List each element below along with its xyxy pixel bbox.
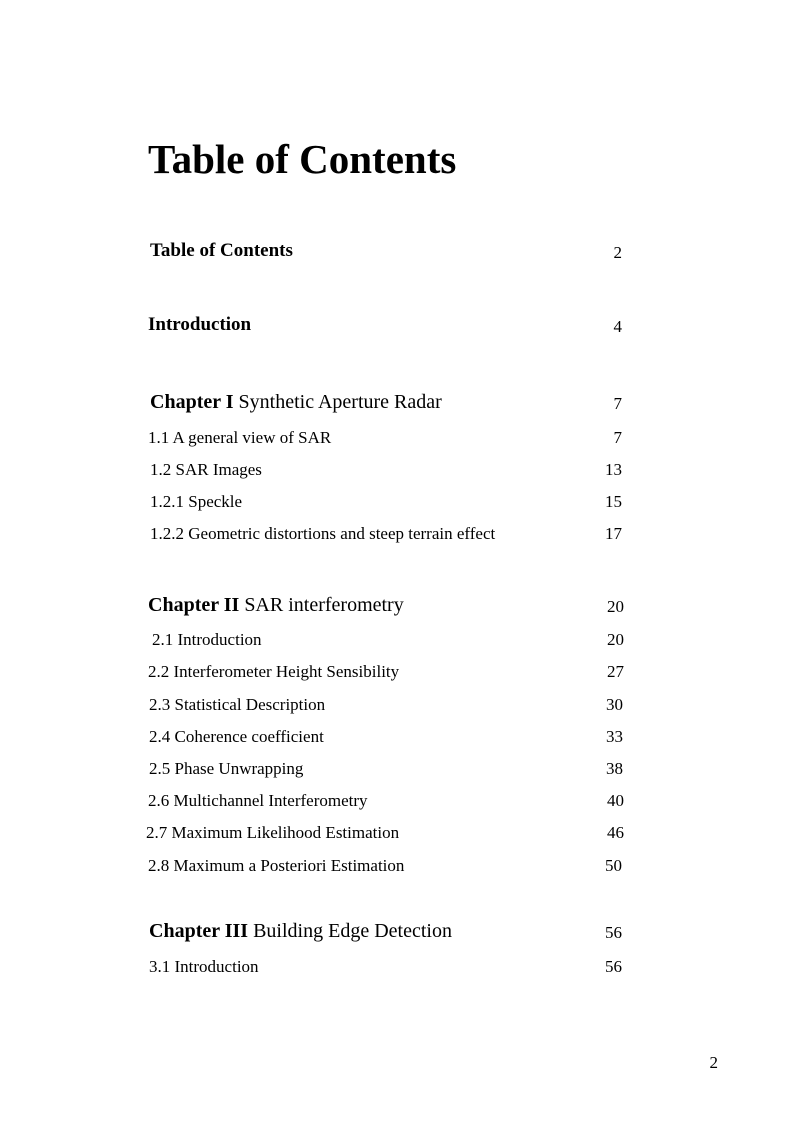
toc-section-1-2[interactable]: 1.2 SAR Images bbox=[150, 460, 262, 479]
toc-entry-page: 15 bbox=[605, 492, 622, 511]
chapter-label: Chapter I bbox=[150, 391, 234, 413]
chapter-title: Building Edge Detection bbox=[253, 920, 452, 942]
toc-entry-table-of-contents[interactable] bbox=[150, 239, 293, 263]
toc-section-2-7[interactable]: 2.7 Maximum Likelihood Estimation bbox=[146, 823, 400, 842]
toc-entry-page: 33 bbox=[606, 727, 623, 746]
toc-entry-page: 27 bbox=[607, 662, 624, 681]
toc-chapter-3[interactable] bbox=[149, 919, 452, 943]
toc-section-2-6[interactable]: 2.6 Multichannel Interferometry bbox=[148, 791, 368, 810]
toc-section-2-8[interactable]: 2.8 Maximum a Posteriori Estimation bbox=[148, 856, 405, 875]
toc-entry-page: 7 bbox=[613, 394, 622, 413]
toc-entry-page: 17 bbox=[605, 524, 622, 543]
toc-chapter-2[interactable] bbox=[148, 593, 404, 617]
chapter-label: Chapter II bbox=[148, 594, 240, 616]
toc-entry-page: 7 bbox=[613, 428, 622, 447]
page-number: 2 bbox=[709, 1053, 718, 1072]
page-title: Table of Contents bbox=[148, 136, 457, 182]
toc-entry-introduction[interactable] bbox=[148, 313, 251, 337]
toc-entry-page: 40 bbox=[607, 791, 624, 810]
toc-entry-page: 2 bbox=[613, 243, 622, 262]
toc-entry-page: 20 bbox=[607, 597, 624, 616]
toc-section-1-2-1[interactable]: 1.2.1 Speckle bbox=[150, 492, 243, 511]
toc-chapter-1[interactable] bbox=[150, 390, 442, 414]
toc-entry-page: 56 bbox=[605, 957, 622, 976]
toc-entry-page: 30 bbox=[606, 695, 623, 714]
toc-entry-title: Table of Contents bbox=[150, 240, 293, 261]
toc-entry-page: 4 bbox=[613, 317, 622, 336]
toc-entry-page: 46 bbox=[607, 823, 624, 842]
toc-section-1-1[interactable]: 1.1 A general view of SAR bbox=[148, 428, 332, 447]
toc-section-1-2-2[interactable]: 1.2.2 Geometric distortions and steep terrain effect bbox=[150, 524, 496, 543]
toc-section-2-1[interactable]: 2.1 Introduction bbox=[152, 630, 262, 649]
toc-entry-page: 38 bbox=[606, 759, 623, 778]
toc-entry-page: 50 bbox=[605, 856, 622, 875]
toc-entry-page: 13 bbox=[605, 460, 622, 479]
toc-entry-title: Introduction bbox=[148, 314, 252, 335]
toc-section-2-5[interactable]: 2.5 Phase Unwrapping bbox=[149, 759, 304, 778]
toc-entry-page: 56 bbox=[605, 923, 622, 942]
toc-section-2-3[interactable]: 2.3 Statistical Description bbox=[149, 695, 326, 714]
toc-entry-page: 20 bbox=[607, 630, 624, 649]
chapter-label: Chapter III bbox=[149, 920, 249, 942]
chapter-title: Synthetic Aperture Radar bbox=[238, 391, 442, 413]
toc-section-2-4[interactable]: 2.4 Coherence coefficient bbox=[149, 727, 324, 746]
toc-section-2-2[interactable]: 2.2 Interferometer Height Sensibility bbox=[148, 662, 400, 681]
chapter-title: SAR interferometry bbox=[244, 594, 404, 616]
toc-section-3-1[interactable]: 3.1 Introduction bbox=[149, 957, 259, 976]
